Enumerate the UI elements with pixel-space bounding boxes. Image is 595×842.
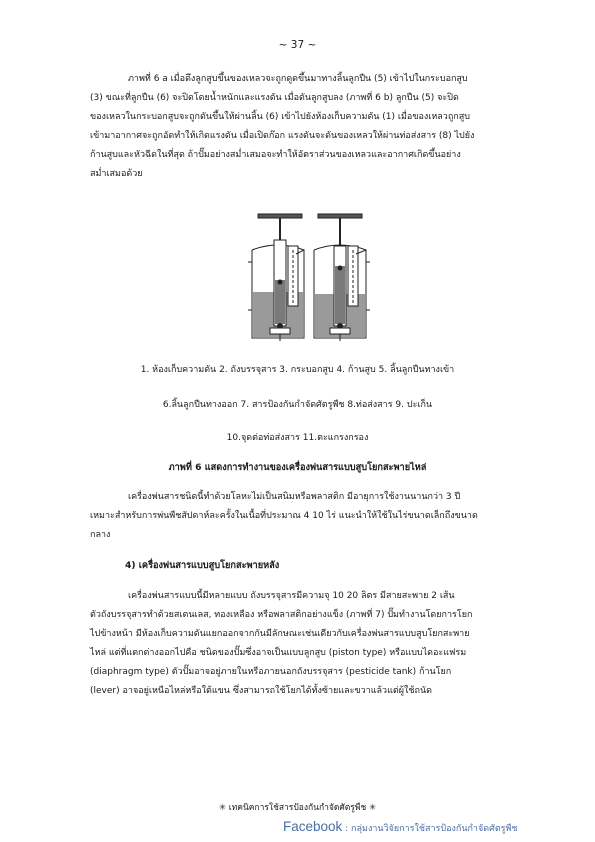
section-heading: 4) เครื่องพ่นสารแบบสูบโยกสะพายหลัง xyxy=(125,560,280,571)
paragraph-2-line: กลาง xyxy=(90,530,111,540)
facebook-group-name: : กลุ่มงานวิจัยการใช้สารป้องกันกำจัดศัตรูพืช xyxy=(342,824,518,834)
paragraph-3-line: (diaphragm type) ตัวปั๊มอาจอยู่ภายในหรือภายนอกถังบรรจุสาร (pesticide tank) ก้านโยก xyxy=(90,667,452,677)
pump-diagram xyxy=(244,210,374,342)
paragraph-1-line: ของเหลวในกระบอกสูบจะถูกดันขึ้นให้ผ่านลิ้น (6) เข้าไปยังห้องเก็บความดัน (1) เมื่อของเหลวถูกสูบ xyxy=(90,112,470,122)
figure-caption-line: 10.จุดต่อท่อส่งสาร 11.ตะแกรงกรอง xyxy=(226,433,369,443)
paragraph-1-line: (3) ขณะที่ลูกปืน (6) จะปิดโดยน้ำหนักและแรงดัน เมื่อดันลูกสูบลง (ภาพที่ 6 b) ลูกปืน (5) จะปิด xyxy=(90,93,459,103)
facebook-label: Facebook xyxy=(283,819,343,834)
paragraph-3-line: ไปข้างหน้า มีห้องเก็บความดันแยกออกจากกันมีลักษณะเช่นเดียวกับเครื่องพ่นสารแบบสูบโยกสะพาย xyxy=(90,629,470,639)
paragraph-2-line: เครื่องพ่นสารชนิดนี้ทำด้วยโลหะไม่เป็นสนิมหรือพลาสติก มีอายุการใช้งานนานกว่า 3 ปี xyxy=(128,492,461,502)
paragraph-3-line: ตัวถังบรรจุสารทำด้วยสเตนเลส, ทองเหลือง หรือพลาสติกอย่างแข็ง (ภาพที่ 7) ปั๊มทำงานโดยการโยก xyxy=(90,610,473,620)
footer-note: ✳ เทคนิคการใช้สารป้องกันกำจัดศัตรูพืช ✳ xyxy=(218,803,377,813)
figure-caption-line: 6.ลิ้นลูกปืนทางออก 7. สารป้องกันกำจัดศัตรูพืช 8.ท่อส่งสาร 9. ปะเก็น xyxy=(162,400,433,410)
figure-title: ภาพที่ 6 แสดงการทำงานของเครื่องพ่นสารแบบสูบโยกสะพายไหล่ xyxy=(168,462,427,473)
paragraph-1-line: ภาพที่ 6 a เมื่อดึงลูกสูบขึ้นของเหลวจะถูกดูดขึ้นมาทางลิ้นลูกปืน (5) เข้าไปในกระบอกสูบ xyxy=(128,74,468,84)
paragraph-1-line: เข้ามาอากาศจะถูกอัดทำให้เกิดแรงดัน เมื่อเปิดก๊อก แรงดันจะดันของเหลวให้ผ่านท่อส่งสาร (8) ไปยัง xyxy=(90,131,475,141)
facebook-link[interactable] xyxy=(283,819,518,835)
paragraph-1-line: สม่ำเสมอด้วย xyxy=(90,169,143,179)
paragraph-3-line: เครื่องพ่นสารแบบนี้มีหลายแบบ ถังบรรจุสารมีความจุ 10 20 ลิตร มีสายสะพาย 2 เส้น xyxy=(128,591,455,601)
pump-diagram-b xyxy=(314,214,370,341)
pump-diagram-a xyxy=(248,214,304,341)
paragraph-3-line: (lever) อาจอยู่เหนือไหล่หรือใต้แขน ซึ่งสามารถใช้โยกได้ทั้งซ้ายและขวาแล้วแต่ผู้ใช้ถนัด xyxy=(90,686,432,696)
page-number: ~ 37 ~ xyxy=(278,39,317,51)
paragraph-3-line: ไหล่ แต่ที่แตกต่างออกไปคือ ชนิดของปั๊มซึ่งอาจเป็นแบบลูกสูบ (piston type) หรือแบบไดอะแฟรม xyxy=(90,648,467,658)
paragraph-1-line: ก้านสูบและหัวฉีดในที่สุด ถ้าปั๊มอย่างสม่ำเสมอจะทำให้อัตราส่วนของเหลวและอากาศเกิดขึ้นอย่าง xyxy=(90,150,461,160)
paragraph-2-line: เหมาะสำหรับการพ่นพืชสัปดาห์ละครั้งในเนื้อที่ประมาณ 4 10 ไร่ แนะนำให้ใช้ในไร่ขนาดเล็กถึงขนาด xyxy=(90,511,478,521)
figure-caption-line: 1. ห้องเก็บความดัน 2. ถังบรรจุสาร 3. กระบอกสูบ 4. ก้านสูบ 5. ลิ้นลูกปืนทางเข้า xyxy=(140,365,455,375)
